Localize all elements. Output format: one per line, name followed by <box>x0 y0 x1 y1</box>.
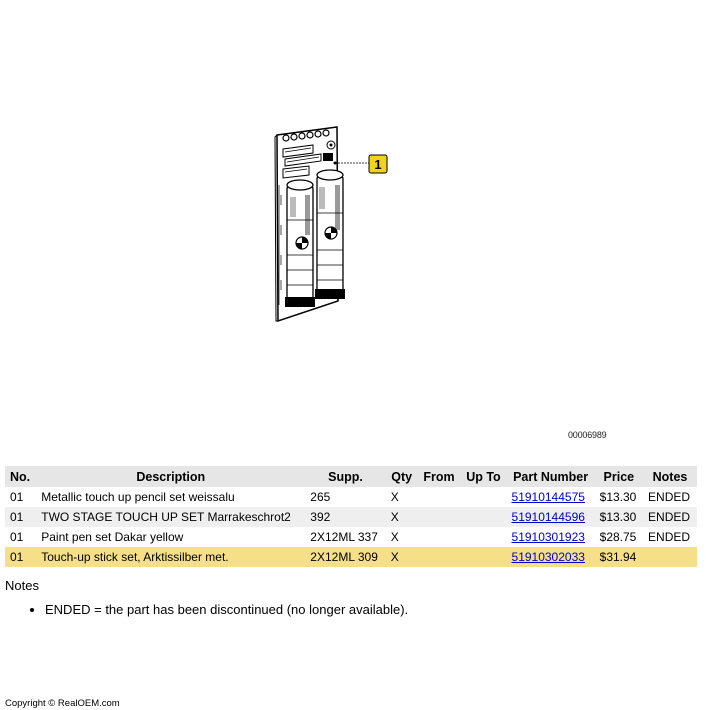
cell-part-number <box>507 487 595 507</box>
notes-list <box>0 602 408 617</box>
cell-notes <box>643 547 697 567</box>
part-number-link[interactable]: 51910144575 <box>511 490 585 504</box>
cell-no: 01 <box>10 530 24 544</box>
cell-upto <box>460 527 506 547</box>
table-row <box>5 487 697 507</box>
cell-no: 01 <box>5 547 36 567</box>
cell-part-number <box>507 507 595 527</box>
cell-qty: X <box>390 490 399 504</box>
col-supp: Supp. <box>305 466 385 487</box>
cell-part-number <box>507 547 595 567</box>
cell-upto <box>460 547 506 567</box>
col-part-number: Part Number <box>507 466 595 487</box>
cell-from <box>418 547 461 567</box>
cell-supp: 265 <box>310 490 331 504</box>
callout-label: 1 <box>374 157 382 172</box>
col-description: Description <box>36 466 305 487</box>
list-item: • ENDED = the part has been discontinued (no longer available). <box>45 602 408 617</box>
table-row <box>5 527 697 547</box>
copyright-footer: Copyright © RealOEM.com <box>5 698 120 709</box>
cell-qty: X <box>386 547 418 567</box>
part-number-link[interactable]: 51910301923 <box>511 530 585 544</box>
cell-from <box>418 487 461 507</box>
col-upto: Up To <box>460 466 506 487</box>
parts-table <box>5 466 697 567</box>
table-header-row <box>5 466 697 487</box>
cell-supp: 2X12ML 309 <box>305 547 385 567</box>
cell-from <box>418 507 461 527</box>
col-no: No. <box>5 466 36 487</box>
touch-up-kit-illustration <box>265 125 395 325</box>
cell-description: Touch-up stick set, Arktissilber met. <box>36 547 305 567</box>
col-from: From <box>418 466 461 487</box>
cell-description: TWO STAGE TOUCH UP SET Marrakeschrot2 <box>36 507 305 527</box>
cell-supp: 2X12ML 337 <box>310 530 378 544</box>
cell-no: 01 <box>5 507 36 527</box>
part-number-link[interactable]: 51910302033 <box>511 550 585 564</box>
table-row-highlighted <box>5 547 697 567</box>
cell-supp: 392 <box>305 507 385 527</box>
part-number-link[interactable]: 51910144596 <box>511 510 585 524</box>
col-notes: Notes <box>643 466 697 487</box>
cell-notes: ENDED <box>648 490 691 504</box>
col-price: Price <box>595 466 643 487</box>
cell-price: $13.30 <box>595 507 643 527</box>
cell-qty: X <box>386 507 418 527</box>
cell-part-number <box>507 527 595 547</box>
cell-notes: ENDED <box>643 507 697 527</box>
cell-no: 01 <box>10 490 24 504</box>
cell-from <box>418 527 461 547</box>
cell-price: $13.30 <box>599 490 637 504</box>
notes-heading: Notes <box>5 578 39 593</box>
cell-description: Paint pen set Dakar yellow <box>41 530 184 544</box>
cell-price: $31.94 <box>595 547 643 567</box>
col-qty: Qty <box>386 466 418 487</box>
table-row <box>5 507 697 527</box>
cell-upto <box>460 487 506 507</box>
cell-notes: ENDED <box>648 530 691 544</box>
parts-diagram <box>265 125 395 325</box>
cell-description: Metallic touch up pencil set weissalu <box>41 490 235 504</box>
cell-qty: X <box>390 530 399 544</box>
cell-upto <box>460 507 506 527</box>
diagram-image-id: 00006989 <box>568 430 607 440</box>
cell-price: $28.75 <box>599 530 637 544</box>
